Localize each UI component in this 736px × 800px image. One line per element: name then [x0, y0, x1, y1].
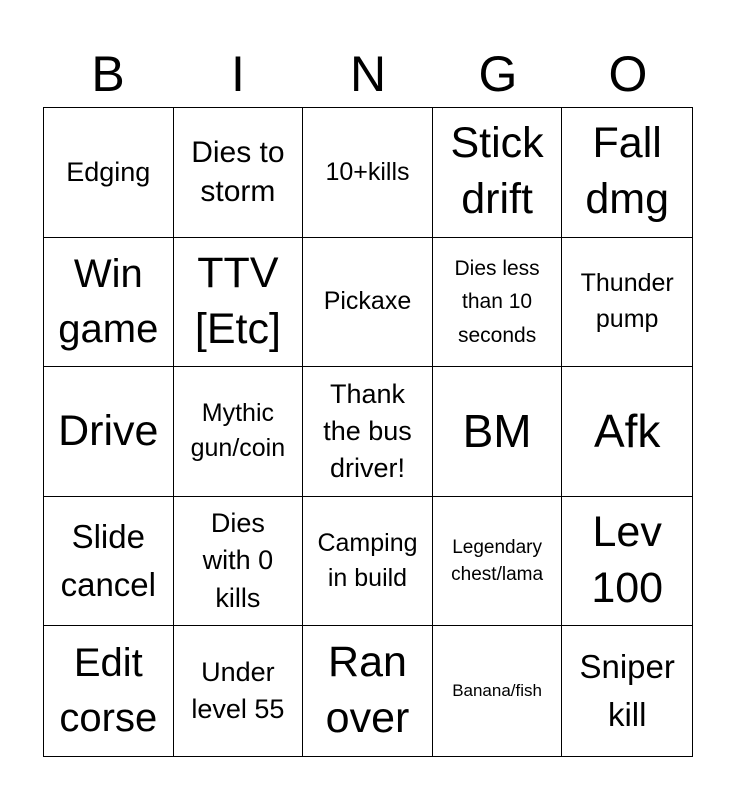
- bingo-cell[interactable]: [433, 626, 563, 756]
- bingo-cell[interactable]: [44, 626, 174, 756]
- cell-text: Dies to storm: [191, 136, 285, 209]
- bingo-cell[interactable]: [562, 497, 692, 627]
- cell-text: Stick drift: [450, 119, 544, 224]
- cell-text: 10+kills: [325, 157, 410, 186]
- bingo-cell[interactable]: [433, 108, 563, 238]
- cell-text: Mythic gun/coin: [190, 398, 286, 463]
- cell-text: Drive: [58, 406, 159, 455]
- bingo-cell[interactable]: [433, 367, 563, 497]
- bingo-cell[interactable]: [303, 626, 433, 756]
- header-letter-g: G: [478, 46, 518, 102]
- bingo-cell[interactable]: [562, 626, 692, 756]
- cell-text: Camping in build: [317, 528, 418, 593]
- bingo-board: [43, 107, 693, 757]
- cell-text: Under level 55: [191, 656, 285, 725]
- bingo-cell[interactable]: [44, 367, 174, 497]
- bingo-cell[interactable]: [562, 238, 692, 368]
- cell-text: Dies with 0 kills: [202, 508, 274, 613]
- header-letter-n: N: [349, 46, 387, 102]
- header-letter-i: I: [231, 46, 245, 102]
- bingo-cell[interactable]: [562, 108, 692, 238]
- cell-text: Thunder pump: [580, 269, 674, 333]
- bingo-cell[interactable]: [303, 367, 433, 497]
- bingo-cell[interactable]: [303, 497, 433, 627]
- bingo-cell[interactable]: [303, 238, 433, 368]
- bingo-cell[interactable]: [174, 626, 304, 756]
- bingo-cell[interactable]: [433, 497, 563, 627]
- cell-text: Slide cancel: [60, 517, 156, 604]
- header-letter-o: O: [608, 46, 648, 102]
- bingo-cell[interactable]: [433, 238, 563, 368]
- cell-text: Edit corse: [59, 641, 158, 741]
- bingo-cell[interactable]: [44, 108, 174, 238]
- cell-text: Legendary chest/lama: [451, 536, 544, 586]
- cell-text: TTV [Etc]: [194, 249, 281, 353]
- bingo-cell[interactable]: [562, 367, 692, 497]
- bingo-cell[interactable]: [303, 108, 433, 238]
- cell-text: Sniper kill: [579, 648, 675, 734]
- cell-text: Pickaxe: [323, 287, 412, 316]
- cell-text: Edging: [66, 156, 151, 187]
- bingo-cell[interactable]: [174, 238, 304, 368]
- bingo-cell[interactable]: [44, 497, 174, 627]
- cell-text: Ran over: [325, 638, 410, 743]
- bingo-cell[interactable]: [174, 108, 304, 238]
- bingo-cell[interactable]: [174, 497, 304, 627]
- cell-text: Fall dmg: [585, 119, 670, 224]
- cell-text: BM: [462, 405, 532, 458]
- header-letter-b: B: [91, 46, 125, 102]
- bingo-header: [43, 40, 693, 108]
- cell-text: Afk: [593, 405, 661, 458]
- cell-text: Lev 100: [591, 508, 664, 613]
- cell-text: Banana/fish: [452, 681, 542, 701]
- cell-text: Win game: [58, 251, 159, 351]
- bingo-cell[interactable]: [174, 367, 304, 497]
- bingo-cell[interactable]: [44, 238, 174, 368]
- cell-text: Dies less than 10 seconds: [454, 256, 540, 347]
- cell-text: Thank the bus driver!: [323, 378, 412, 484]
